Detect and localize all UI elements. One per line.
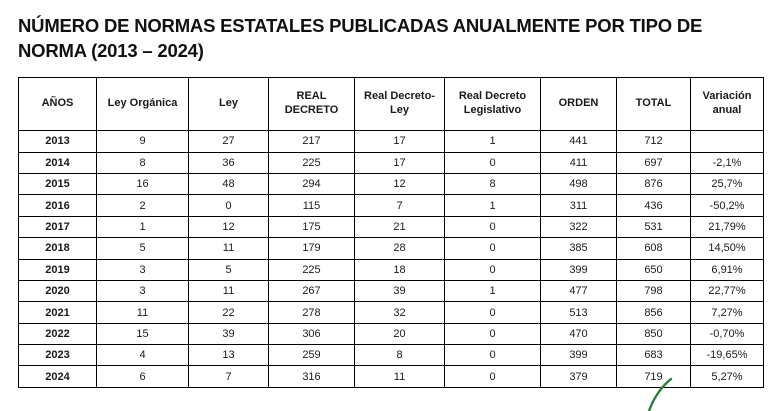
cell-variacion: 22,77% — [691, 280, 764, 301]
cell-variacion: 5,27% — [691, 366, 764, 387]
cell-ley-organica: 2 — [97, 195, 189, 216]
cell-real-decreto: 179 — [269, 238, 355, 259]
cell-real-decreto-ley: 21 — [355, 216, 445, 237]
cell-ley-organica: 9 — [97, 131, 189, 152]
cell-year: 2015 — [19, 173, 97, 194]
cell-real-decreto-legislativo: 1 — [445, 131, 541, 152]
table-row — [19, 280, 764, 301]
cell-real-decreto-ley: 8 — [355, 345, 445, 366]
column-header-ley: Ley — [189, 78, 269, 131]
cell-real-decreto-legislativo: 0 — [445, 345, 541, 366]
table-body — [19, 131, 764, 388]
cell-ley: 7 — [189, 366, 269, 387]
cell-real-decreto-ley: 39 — [355, 280, 445, 301]
cell-ley: 39 — [189, 323, 269, 344]
cell-real-decreto-legislativo: 1 — [445, 280, 541, 301]
table-header — [19, 78, 764, 131]
cell-real-decreto: 306 — [269, 323, 355, 344]
cell-real-decreto: 278 — [269, 302, 355, 323]
cell-variacion: 7,27% — [691, 302, 764, 323]
cell-real-decreto-ley: 18 — [355, 259, 445, 280]
cell-year: 2023 — [19, 345, 97, 366]
cell-real-decreto-ley: 17 — [355, 131, 445, 152]
cell-ley: 27 — [189, 131, 269, 152]
cell-real-decreto-legislativo: 0 — [445, 238, 541, 259]
cell-orden: 399 — [541, 345, 617, 366]
cell-orden: 399 — [541, 259, 617, 280]
cell-total: 712 — [617, 131, 691, 152]
cell-real-decreto: 316 — [269, 366, 355, 387]
cell-year: 2016 — [19, 195, 97, 216]
cell-variacion: -50,2% — [691, 195, 764, 216]
cell-variacion: -0,70% — [691, 323, 764, 344]
cell-total: 683 — [617, 345, 691, 366]
cell-orden: 311 — [541, 195, 617, 216]
cell-total: 531 — [617, 216, 691, 237]
cell-variacion: 25,7% — [691, 173, 764, 194]
cell-total: 798 — [617, 280, 691, 301]
cell-ley: 5 — [189, 259, 269, 280]
cell-total: 650 — [617, 259, 691, 280]
cell-real-decreto-legislativo: 0 — [445, 216, 541, 237]
cell-ley: 13 — [189, 345, 269, 366]
cell-orden: 411 — [541, 152, 617, 173]
column-header-years: AÑOS — [19, 78, 97, 131]
cell-total: 436 — [617, 195, 691, 216]
cell-total: 876 — [617, 173, 691, 194]
cell-real-decreto-legislativo: 0 — [445, 366, 541, 387]
cell-total: 697 — [617, 152, 691, 173]
cell-ley: 0 — [189, 195, 269, 216]
cell-ley: 11 — [189, 280, 269, 301]
cell-variacion: -2,1% — [691, 152, 764, 173]
cell-orden: 322 — [541, 216, 617, 237]
cell-ley-organica: 3 — [97, 259, 189, 280]
cell-real-decreto: 175 — [269, 216, 355, 237]
cell-year: 2017 — [19, 216, 97, 237]
cell-ley-organica: 6 — [97, 366, 189, 387]
cell-year: 2024 — [19, 366, 97, 387]
norms-table — [18, 77, 764, 388]
table-row — [19, 131, 764, 152]
table-row — [19, 173, 764, 194]
cell-real-decreto-ley: 28 — [355, 238, 445, 259]
cell-real-decreto-ley: 7 — [355, 195, 445, 216]
cell-real-decreto-ley: 12 — [355, 173, 445, 194]
column-header-real-decreto: REAL DECRETO — [269, 78, 355, 131]
cell-year: 2019 — [19, 259, 97, 280]
cell-ley: 11 — [189, 238, 269, 259]
column-header-orden: ORDEN — [541, 78, 617, 131]
cell-ley-organica: 4 — [97, 345, 189, 366]
cell-year: 2018 — [19, 238, 97, 259]
cell-ley-organica: 16 — [97, 173, 189, 194]
table-row — [19, 259, 764, 280]
column-header-total: TOTAL — [617, 78, 691, 131]
table-row — [19, 366, 764, 387]
cell-year: 2022 — [19, 323, 97, 344]
cell-orden: 470 — [541, 323, 617, 344]
column-header-real-decreto-ley: Real Decreto-Ley — [355, 78, 445, 131]
table-row — [19, 302, 764, 323]
column-header-real-decreto-legislativo: Real Decreto Legislativo — [445, 78, 541, 131]
cell-variacion: 14,50% — [691, 238, 764, 259]
cell-total: 608 — [617, 238, 691, 259]
table-row — [19, 195, 764, 216]
cell-real-decreto: 267 — [269, 280, 355, 301]
cell-orden: 385 — [541, 238, 617, 259]
cell-variacion: 21,79% — [691, 216, 764, 237]
column-header-variacion-anual: Variación anual — [691, 78, 764, 131]
cell-orden: 379 — [541, 366, 617, 387]
cell-year: 2021 — [19, 302, 97, 323]
cell-total: 850 — [617, 323, 691, 344]
cell-ley-organica: 8 — [97, 152, 189, 173]
cell-variacion: 6,91% — [691, 259, 764, 280]
cell-real-decreto-ley: 32 — [355, 302, 445, 323]
cell-total: 856 — [617, 302, 691, 323]
cell-real-decreto-legislativo: 0 — [445, 323, 541, 344]
cell-ley-organica: 1 — [97, 216, 189, 237]
cell-real-decreto-ley: 11 — [355, 366, 445, 387]
table-header-row — [19, 78, 764, 131]
cell-real-decreto-legislativo: 0 — [445, 152, 541, 173]
table-row — [19, 152, 764, 173]
cell-real-decreto-legislativo: 1 — [445, 195, 541, 216]
cell-real-decreto-ley: 17 — [355, 152, 445, 173]
cell-real-decreto: 217 — [269, 131, 355, 152]
cell-real-decreto-ley: 20 — [355, 323, 445, 344]
cell-orden: 513 — [541, 302, 617, 323]
table-row — [19, 345, 764, 366]
cell-real-decreto: 225 — [269, 259, 355, 280]
cell-real-decreto-legislativo: 0 — [445, 302, 541, 323]
cell-ley-organica: 11 — [97, 302, 189, 323]
cell-ley-organica: 5 — [97, 238, 189, 259]
cell-year: 2014 — [19, 152, 97, 173]
cell-ley-organica: 15 — [97, 323, 189, 344]
cell-year: 2013 — [19, 131, 97, 152]
cell-real-decreto-legislativo: 8 — [445, 173, 541, 194]
cell-real-decreto: 225 — [269, 152, 355, 173]
cell-real-decreto: 259 — [269, 345, 355, 366]
cell-ley: 12 — [189, 216, 269, 237]
cell-real-decreto: 115 — [269, 195, 355, 216]
cell-orden: 477 — [541, 280, 617, 301]
cell-ley: 22 — [189, 302, 269, 323]
table-row — [19, 216, 764, 237]
cell-orden: 441 — [541, 131, 617, 152]
page-title: NÚMERO DE NORMAS ESTATALES PUBLICADAS ANUALMENTE POR TIPO DE NORMA (2013 – 2024) — [18, 15, 703, 61]
cell-orden: 498 — [541, 173, 617, 194]
cell-real-decreto-legislativo: 0 — [445, 259, 541, 280]
cell-ley: 36 — [189, 152, 269, 173]
table-row — [19, 323, 764, 344]
cell-variacion — [691, 131, 764, 152]
cell-ley: 48 — [189, 173, 269, 194]
table-row — [19, 238, 764, 259]
cell-total: 719 — [617, 366, 691, 387]
column-header-ley-organica: Ley Orgánica — [97, 78, 189, 131]
cell-year: 2020 — [19, 280, 97, 301]
cell-ley-organica: 3 — [97, 280, 189, 301]
cell-variacion: -19,65% — [691, 345, 764, 366]
cell-real-decreto: 294 — [269, 173, 355, 194]
